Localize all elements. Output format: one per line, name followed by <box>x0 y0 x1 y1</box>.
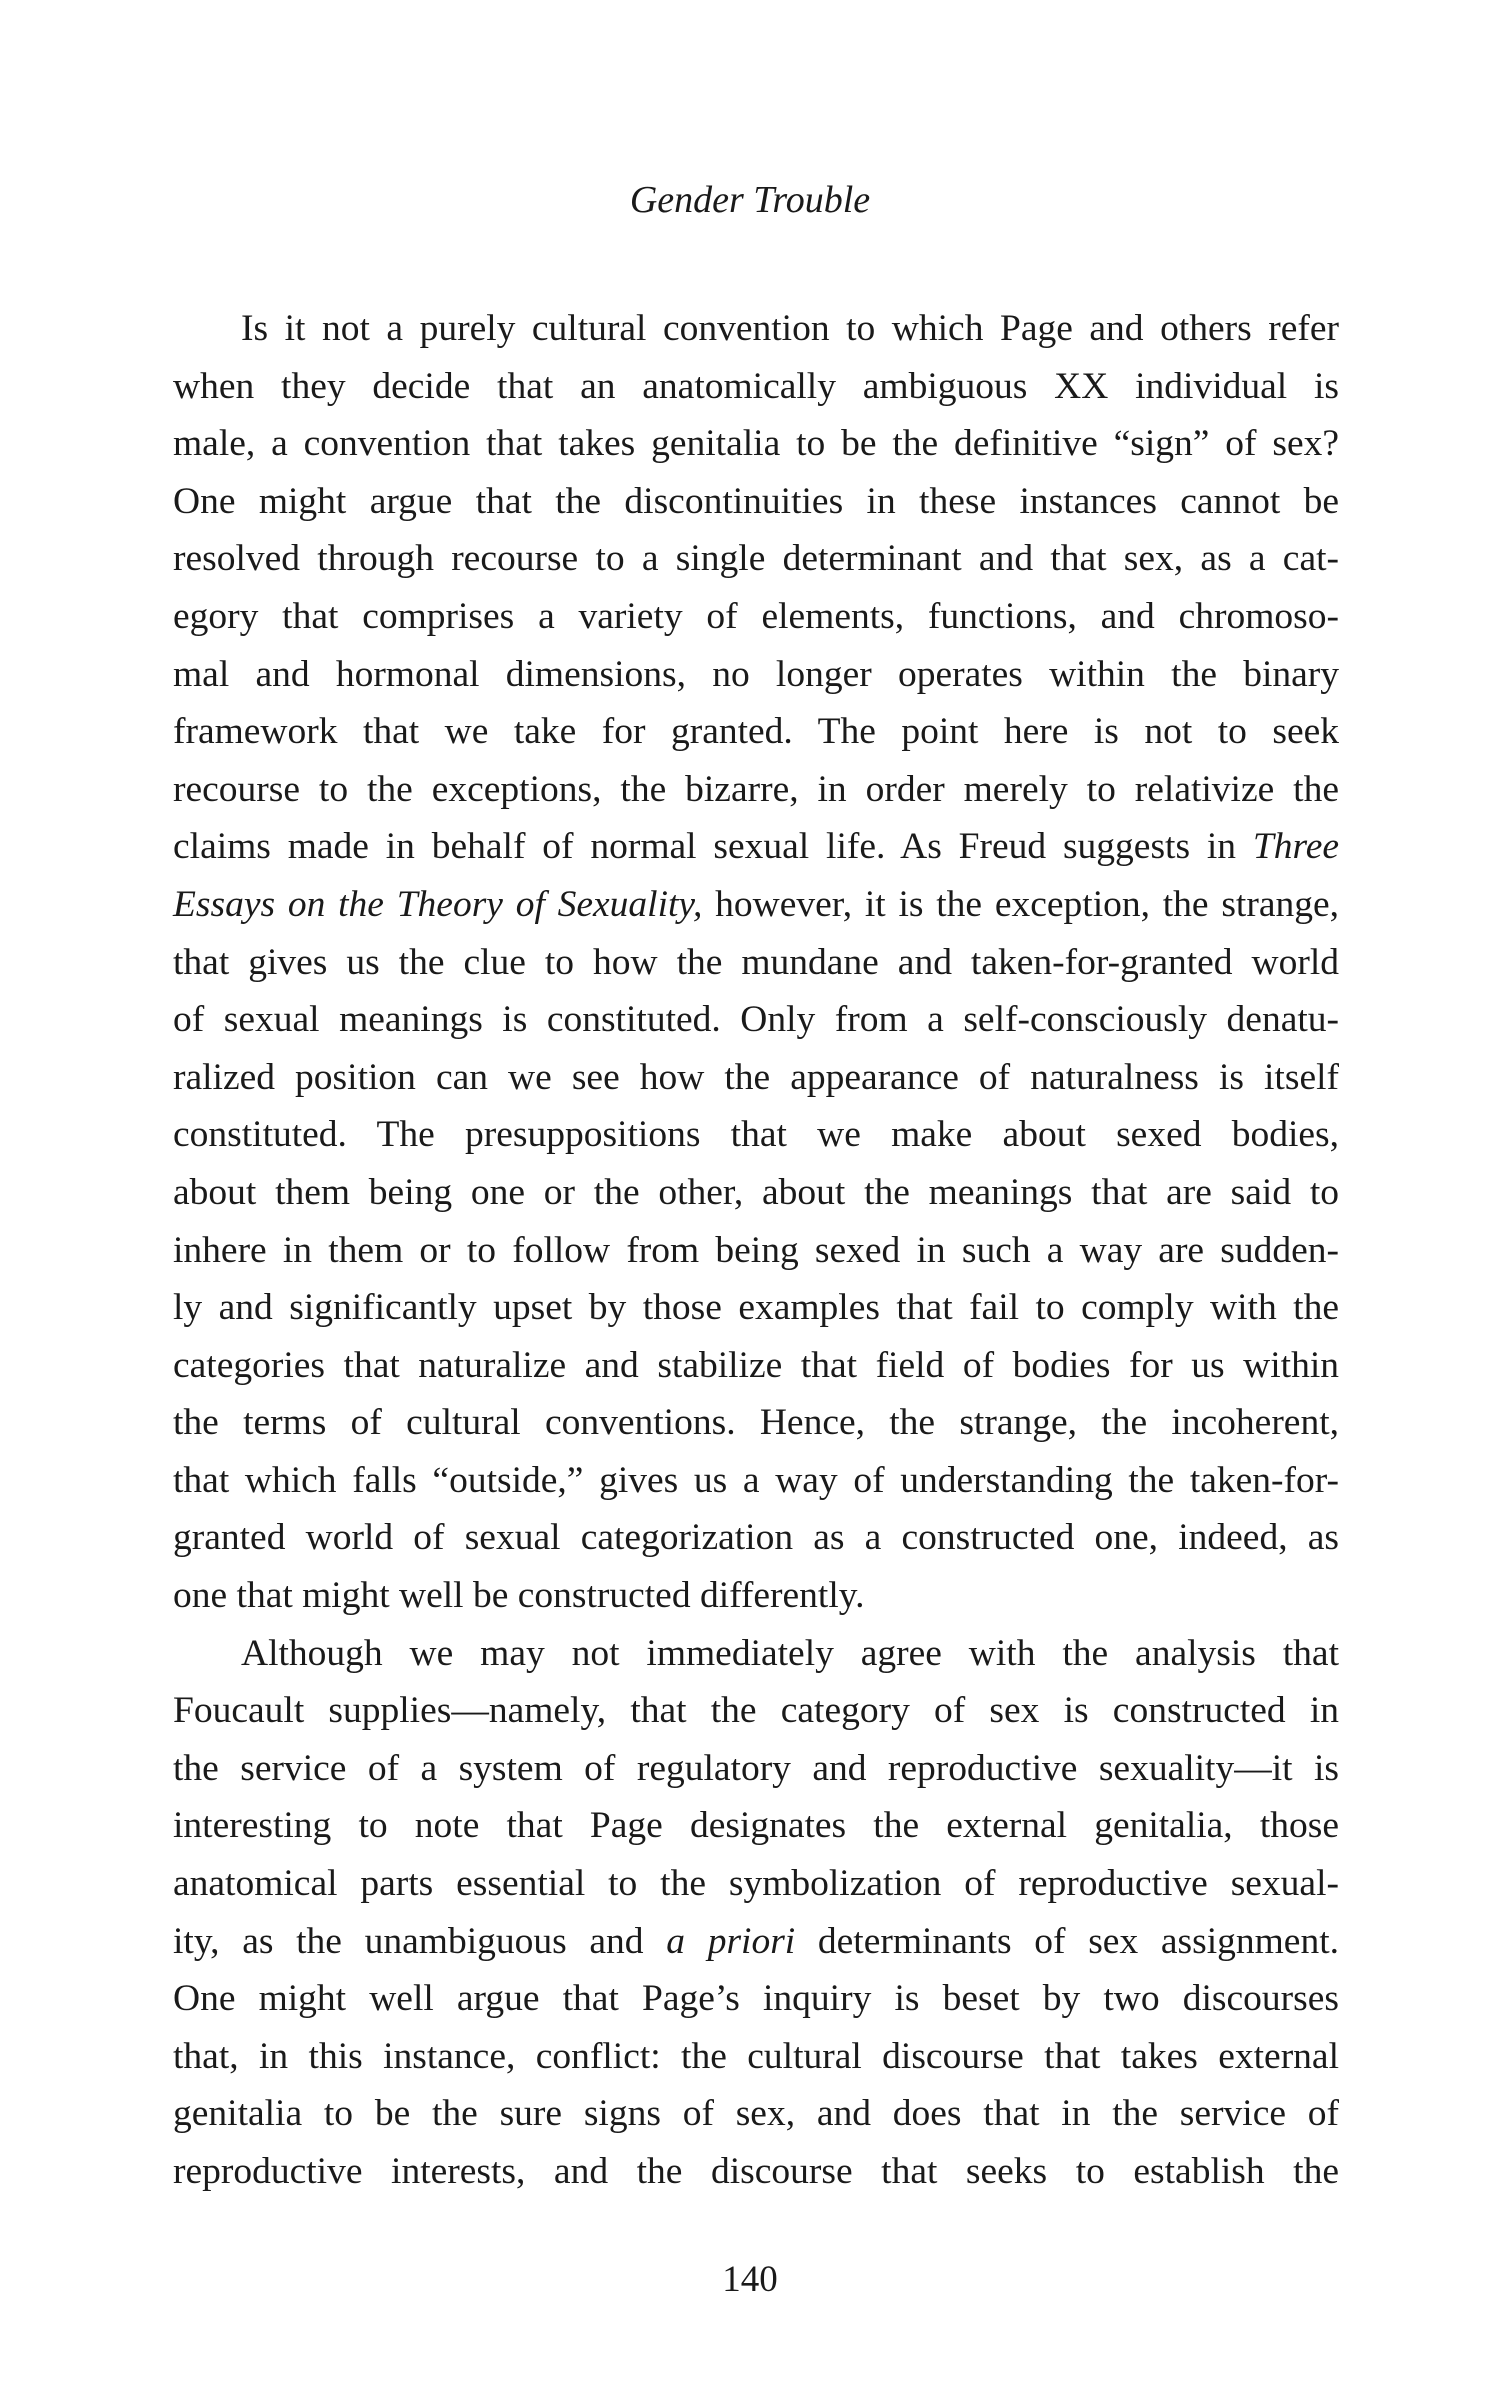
text-line: when they decide that an anatomically ambiguous XX individual is <box>173 365 1339 407</box>
text-line: reproductive interests, and the discourse that seeks to establish the <box>173 2151 1339 2192</box>
text-line: framework that we take for granted. The point here is not to seek <box>173 711 1339 753</box>
text-line: about them being one or the other, about the meanings that are said to <box>173 1171 1339 1213</box>
text-line: Foucault supplies—namely, that the category of sex is constructed in <box>173 1690 1339 1732</box>
text-line: recourse to the exceptions, the bizarre, in order merely to relativize the <box>173 768 1339 810</box>
text-line: One might argue that the discontinuities in these instances cannot be <box>173 480 1339 522</box>
page-number: 140 <box>722 2259 778 2300</box>
text-line: constituted. The presuppositions that we make about sexed bodies, <box>173 1114 1339 1156</box>
text-line: inhere in them or to follow from being sexed in such a way are sudden- <box>173 1229 1339 1271</box>
text-line: granted world of sexual categorization as a constructed one, indeed, as <box>173 1517 1339 1559</box>
text-line: that which falls “outside,” gives us a way of understanding the taken-for- <box>173 1459 1339 1501</box>
text-line: that, in this instance, conflict: the cultural discourse that takes external <box>173 2035 1339 2077</box>
text-line: ralized position can we see how the appearance of naturalness is itself <box>173 1056 1339 1098</box>
paragraph-2 <box>173 1625 1339 2201</box>
body-text <box>173 300 1339 2201</box>
text-line: male, a convention that takes genitalia to be the definitive “sign” of sex? <box>173 423 1339 465</box>
text-line: Is it not a purely cultural convention to which Page and others refer <box>241 308 1339 349</box>
text-line: interesting to note that Page designates the external genitalia, those <box>173 1805 1339 1847</box>
text-line <box>173 818 1339 876</box>
text-run: however, it is the exception, the strange, <box>702 883 1339 925</box>
text-line: the service of a system of regulatory and reproductive sexuality—it is <box>173 1747 1339 1789</box>
text-line <box>173 876 1339 934</box>
paragraph-1 <box>173 300 1339 1625</box>
text-line: one that might well be constructed differently. <box>173 1575 865 1617</box>
text-line: One might well argue that Page’s inquiry is beset by two discourses <box>173 1978 1339 2020</box>
text-line: the terms of cultural conventions. Hence, the strange, the incoherent, <box>173 1402 1339 1444</box>
running-head: Gender Trouble <box>629 179 871 221</box>
text-line: that gives us the clue to how the mundane and taken-for-granted world <box>173 941 1339 983</box>
text-line <box>173 1913 1339 1971</box>
text-line: categories that naturalize and stabilize that field of bodies for us within <box>173 1344 1339 1386</box>
italic-title-text: Three <box>1252 826 1339 868</box>
italic-term-text: a priori <box>666 1920 796 1962</box>
text-line: of sexual meanings is constituted. Only from a self-consciously denatu- <box>173 999 1339 1041</box>
text-line: resolved through recourse to a single determinant and that sex, as a cat- <box>173 538 1339 580</box>
text-line: ly and significantly upset by those examples that fail to comply with the <box>173 1287 1339 1329</box>
text-run: ity, as the unambiguous and <box>173 1920 667 1962</box>
text-line: genitalia to be the sure signs of sex, and does that in the service of <box>173 2093 1339 2135</box>
text-run: claims made in behalf of normal sexual life. As Freud suggests in <box>173 826 1253 868</box>
text-line: Although we may not immediately agree with the analysis that <box>241 1632 1339 1674</box>
text-line: egory that comprises a variety of elements, functions, and chromoso- <box>173 595 1339 637</box>
text-line: mal and hormonal dimensions, no longer operates within the binary <box>173 653 1339 695</box>
italic-title-text: Essays on the Theory of Sexuality, <box>173 883 703 925</box>
text-line: anatomical parts essential to the symbolization of reproductive sexual- <box>173 1863 1339 1905</box>
text-run: determinants of sex assignment. <box>795 1920 1339 1962</box>
